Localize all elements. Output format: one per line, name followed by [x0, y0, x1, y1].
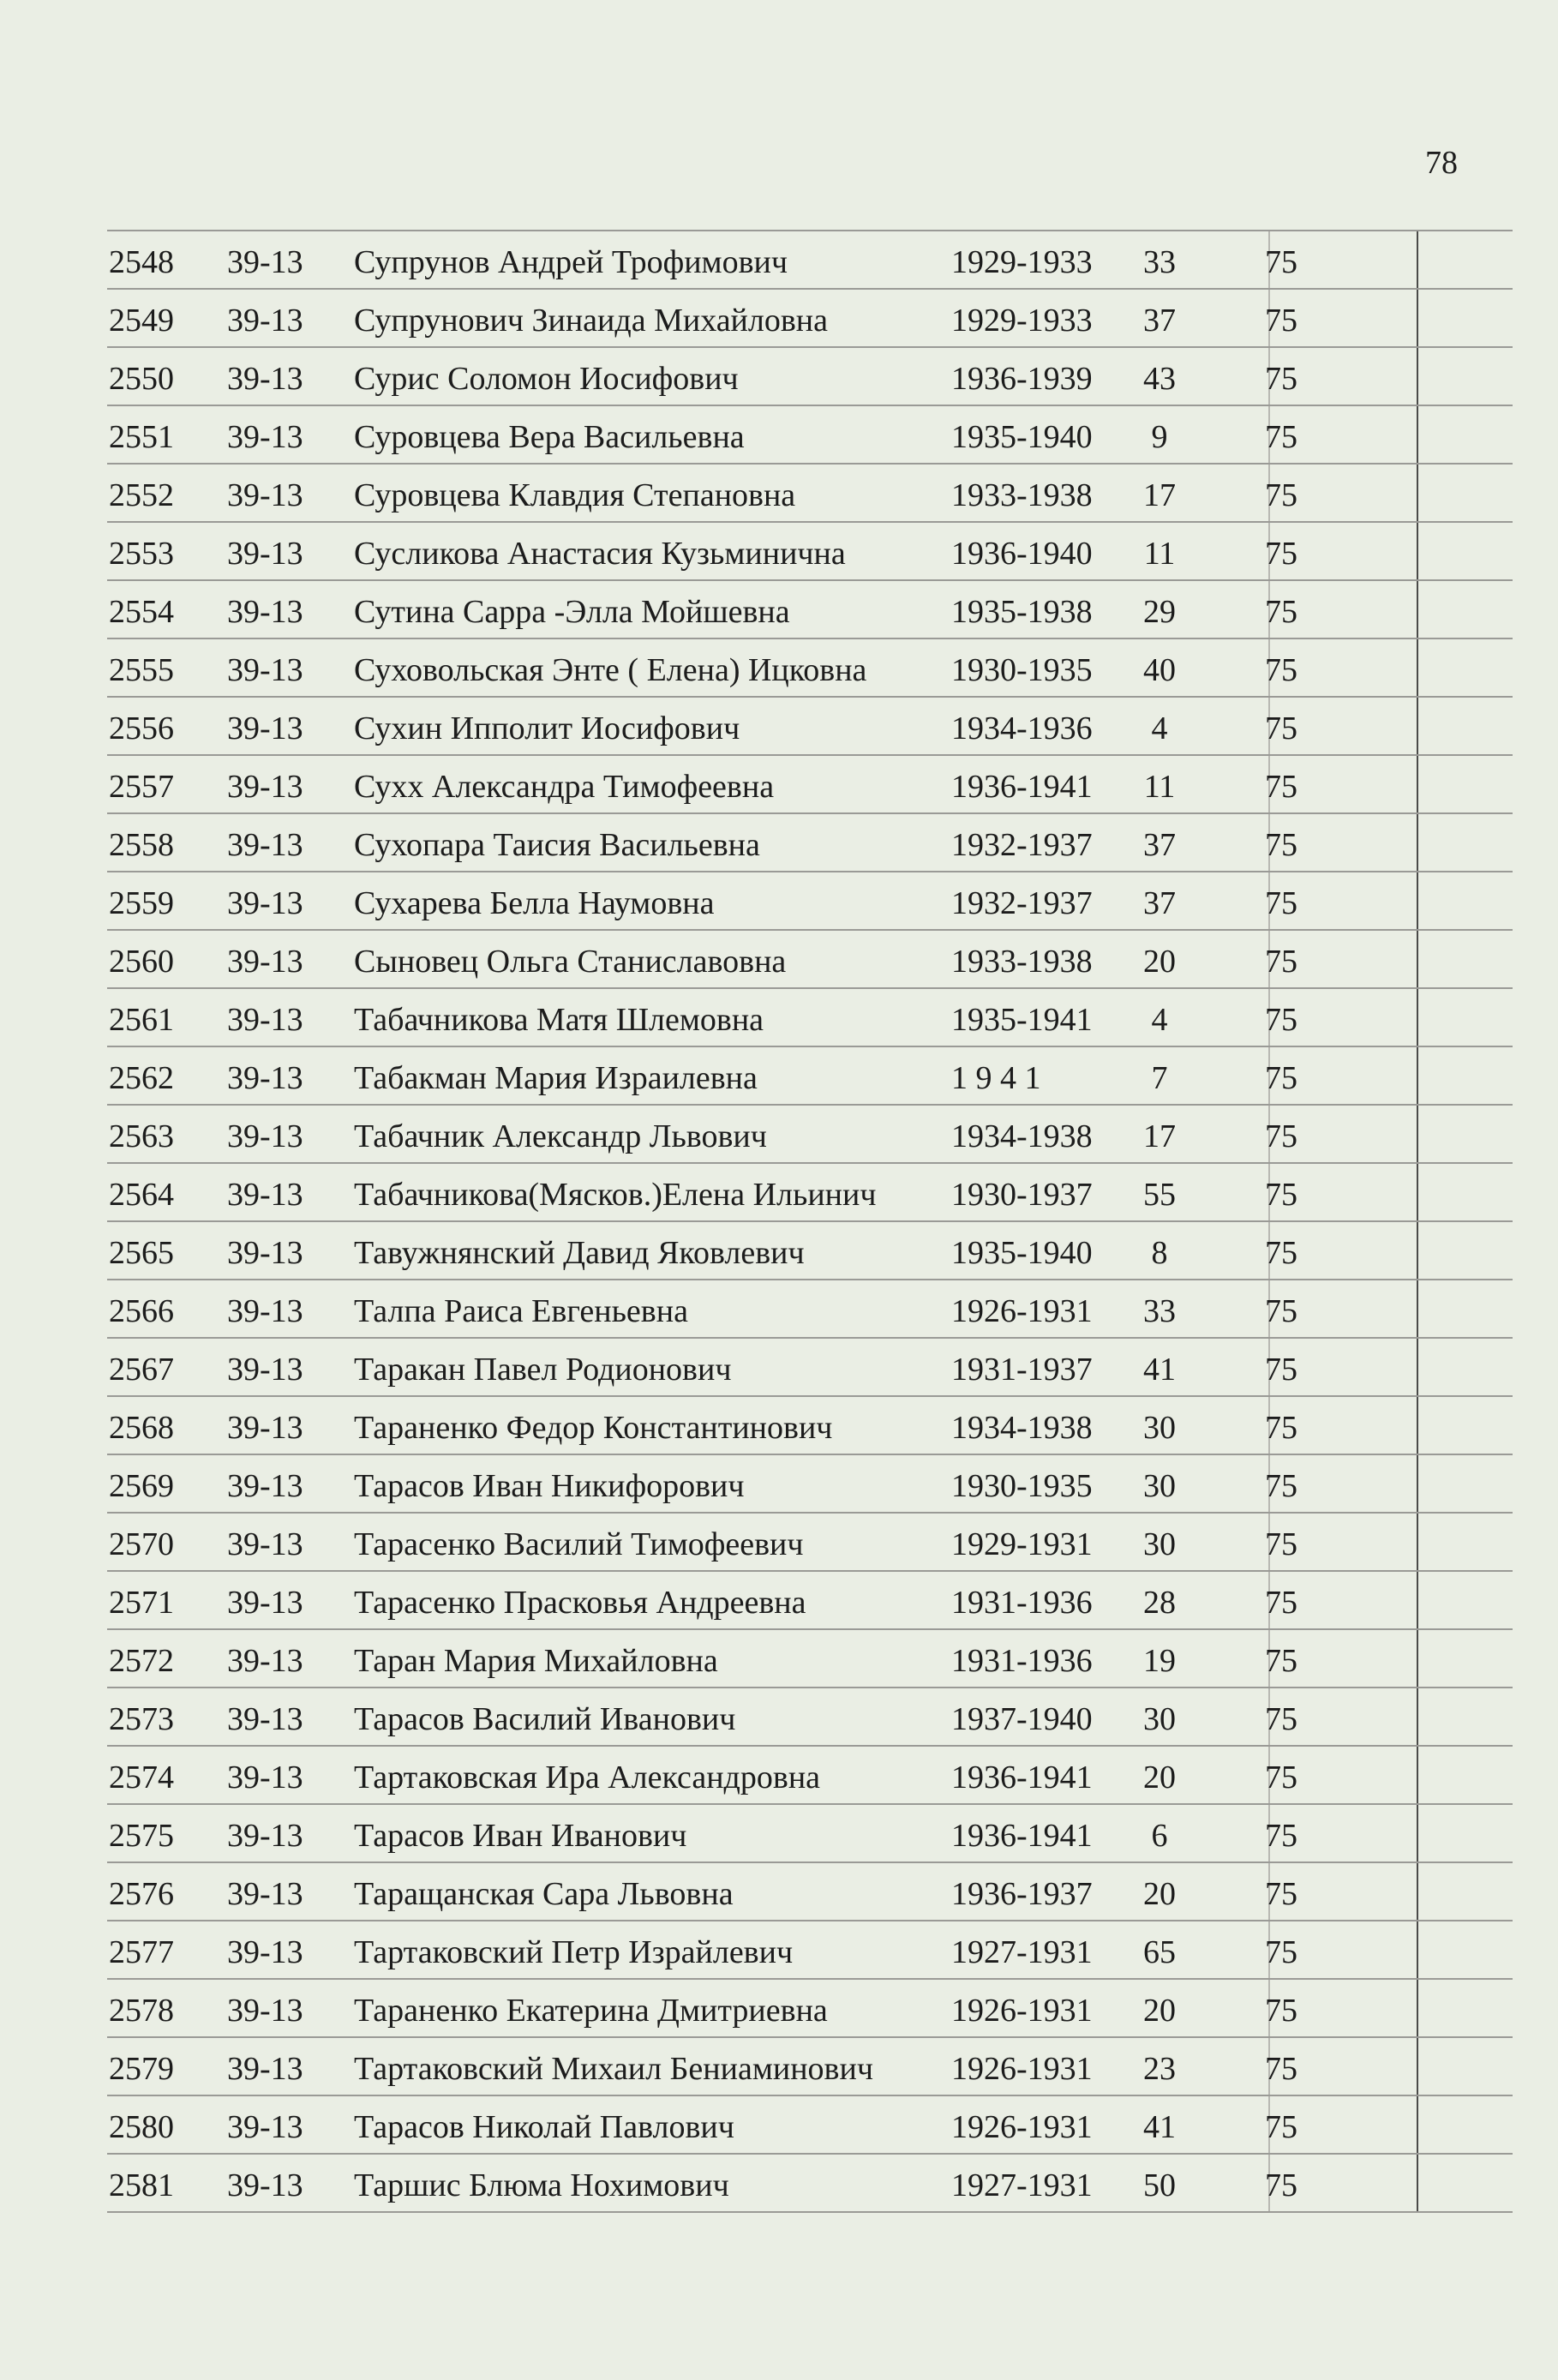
- record-code: 39-13: [227, 361, 303, 397]
- record-count: 19: [1143, 1643, 1176, 1679]
- record-name: Сурис Соломон Иосифович: [354, 361, 739, 397]
- record-number: 2565: [109, 1235, 174, 1271]
- record-number: 2570: [109, 1526, 174, 1562]
- record-name: Тартаковский Михаил Бениаминович: [354, 2051, 873, 2087]
- record-years: 1926-1931: [951, 2051, 1093, 2087]
- record-value: 75: [1265, 2167, 1297, 2203]
- record-count: 41: [1143, 2109, 1176, 2145]
- record-value: 75: [1265, 1585, 1297, 1621]
- record-count: 20: [1143, 1876, 1176, 1912]
- record-years: 1930-1937: [951, 1177, 1093, 1213]
- record-number: 2576: [109, 1876, 174, 1912]
- record-code: 39-13: [227, 1468, 303, 1504]
- record-code: 39-13: [227, 477, 303, 513]
- record-number: 2563: [109, 1118, 174, 1154]
- record-years: 1935-1940: [951, 419, 1093, 455]
- record-years: 1934-1936: [951, 710, 1093, 746]
- record-name: Тараненко Екатерина Дмитриевна: [354, 1993, 828, 2029]
- record-value: 75: [1265, 419, 1297, 455]
- record-value: 75: [1265, 594, 1297, 630]
- record-name: Таршис Блюма Нохимович: [354, 2167, 729, 2203]
- record-count: 33: [1143, 1293, 1176, 1329]
- record-count: 41: [1143, 1352, 1176, 1388]
- record-code: 39-13: [227, 1002, 303, 1038]
- table-row: [107, 1688, 1513, 1747]
- record-number: 2571: [109, 1585, 174, 1621]
- record-code: 39-13: [227, 536, 303, 572]
- record-count: 20: [1143, 1993, 1176, 2029]
- record-value: 75: [1265, 1410, 1297, 1446]
- record-code: 39-13: [227, 1352, 303, 1388]
- record-count: 7: [1151, 1060, 1168, 1096]
- record-code: 39-13: [227, 244, 303, 280]
- record-number: 2572: [109, 1643, 174, 1679]
- table-row: [107, 1980, 1513, 2038]
- record-value: 75: [1265, 1526, 1297, 1562]
- record-code: 39-13: [227, 303, 303, 339]
- record-number: 2562: [109, 1060, 174, 1096]
- record-code: 39-13: [227, 1701, 303, 1737]
- record-name: Сухопара Таисия Васильевна: [354, 827, 760, 863]
- table-row: [107, 1280, 1513, 1339]
- record-name: Табакман Мария Израилевна: [354, 1060, 758, 1096]
- record-code: 39-13: [227, 419, 303, 455]
- record-years: 1926-1931: [951, 2109, 1093, 2145]
- table-row: [107, 1863, 1513, 1921]
- record-years: 1932-1937: [951, 885, 1093, 921]
- record-name: Тараненко Федор Константинович: [354, 1410, 833, 1446]
- record-years: 1937-1940: [951, 1701, 1093, 1737]
- record-value: 75: [1265, 1060, 1297, 1096]
- record-code: 39-13: [227, 1177, 303, 1213]
- record-name: Сухарева Белла Наумовна: [354, 885, 715, 921]
- table-row: [107, 1572, 1513, 1630]
- record-number: 2558: [109, 827, 174, 863]
- table-row: [107, 523, 1513, 581]
- record-name: Суровцева Клавдия Степановна: [354, 477, 796, 513]
- table-row: [107, 1047, 1513, 1106]
- record-number: 2560: [109, 944, 174, 980]
- record-code: 39-13: [227, 1934, 303, 1970]
- record-count: 43: [1143, 361, 1176, 397]
- table-row: [107, 290, 1513, 348]
- record-code: 39-13: [227, 1643, 303, 1679]
- table-row: [107, 2155, 1513, 2213]
- record-number: 2554: [109, 594, 174, 630]
- record-name: Суховольская Энте ( Елена) Ицковна: [354, 652, 867, 688]
- record-value: 75: [1265, 944, 1297, 980]
- table-row: [107, 639, 1513, 698]
- record-value: 75: [1265, 1118, 1297, 1154]
- record-number: 2564: [109, 1177, 174, 1213]
- record-number: 2580: [109, 2109, 174, 2145]
- table-row: [107, 1339, 1513, 1397]
- table-row: [107, 1921, 1513, 1980]
- record-name: Талпа Раиса Евгеньевна: [354, 1293, 688, 1329]
- record-name: Табачникова(Мясков.)Елена Ильинич: [354, 1177, 877, 1213]
- record-value: 75: [1265, 2109, 1297, 2145]
- record-years: 1930-1935: [951, 652, 1093, 688]
- record-value: 75: [1265, 361, 1297, 397]
- record-years: 1929-1933: [951, 303, 1093, 339]
- record-count: 11: [1143, 769, 1176, 805]
- record-count: 20: [1143, 1760, 1176, 1795]
- record-number: 2557: [109, 769, 174, 805]
- record-name: Таращанская Сара Львовна: [354, 1876, 734, 1912]
- record-count: 9: [1151, 419, 1168, 455]
- record-code: 39-13: [227, 769, 303, 805]
- table-row: [107, 989, 1513, 1047]
- record-count: 4: [1151, 710, 1168, 746]
- record-code: 39-13: [227, 885, 303, 921]
- record-name: Сухх Александра Тимофеевна: [354, 769, 775, 805]
- record-value: 75: [1265, 1934, 1297, 1970]
- record-value: 75: [1265, 477, 1297, 513]
- record-name: Сыновец Ольга Станиславовна: [354, 944, 787, 980]
- records-table: [107, 230, 1513, 2213]
- record-number: 2559: [109, 885, 174, 921]
- record-name: Тарасенко Василий Тимофеевич: [354, 1526, 804, 1562]
- record-count: 17: [1143, 1118, 1176, 1154]
- record-code: 39-13: [227, 2051, 303, 2087]
- record-years: 1 9 4 1: [951, 1060, 1041, 1096]
- table-row: [107, 348, 1513, 406]
- record-count: 28: [1143, 1585, 1176, 1621]
- record-years: 1933-1938: [951, 944, 1093, 980]
- record-value: 75: [1265, 885, 1297, 921]
- record-number: 2568: [109, 1410, 174, 1446]
- table-row: [107, 581, 1513, 639]
- record-value: 75: [1265, 1701, 1297, 1737]
- record-count: 30: [1143, 1410, 1176, 1446]
- record-years: 1926-1931: [951, 1993, 1093, 2029]
- table-row: [107, 465, 1513, 523]
- table-row: [107, 231, 1513, 290]
- table-row: [107, 1164, 1513, 1222]
- record-name: Сухин Ипполит Иосифович: [354, 710, 740, 746]
- record-code: 39-13: [227, 827, 303, 863]
- record-name: Таран Мария Михайловна: [354, 1643, 718, 1679]
- table-row: [107, 931, 1513, 989]
- record-value: 75: [1265, 1002, 1297, 1038]
- record-number: 2581: [109, 2167, 174, 2203]
- record-number: 2556: [109, 710, 174, 746]
- table-row: [107, 406, 1513, 465]
- record-years: 1927-1931: [951, 2167, 1093, 2203]
- table-row: [107, 756, 1513, 814]
- record-count: 30: [1143, 1468, 1176, 1504]
- record-code: 39-13: [227, 1118, 303, 1154]
- record-number: 2577: [109, 1934, 174, 1970]
- table-row: [107, 1222, 1513, 1280]
- record-value: 75: [1265, 710, 1297, 746]
- page-number: 78: [1425, 145, 1458, 181]
- record-number: 2550: [109, 361, 174, 397]
- record-code: 39-13: [227, 1993, 303, 2029]
- record-value: 75: [1265, 1876, 1297, 1912]
- record-years: 1936-1941: [951, 1818, 1093, 1854]
- record-years: 1932-1937: [951, 827, 1093, 863]
- record-number: 2555: [109, 652, 174, 688]
- record-code: 39-13: [227, 1526, 303, 1562]
- record-number: 2575: [109, 1818, 174, 1854]
- record-count: 4: [1151, 1002, 1168, 1038]
- record-value: 75: [1265, 1235, 1297, 1271]
- record-number: 2553: [109, 536, 174, 572]
- record-code: 39-13: [227, 2109, 303, 2145]
- table-row: [107, 2038, 1513, 2096]
- record-years: 1927-1931: [951, 1934, 1093, 1970]
- record-number: 2579: [109, 2051, 174, 2087]
- record-count: 55: [1143, 1177, 1176, 1213]
- record-name: Тарасов Иван Никифорович: [354, 1468, 745, 1504]
- record-number: 2552: [109, 477, 174, 513]
- record-number: 2548: [109, 244, 174, 280]
- table-row: [107, 2096, 1513, 2155]
- record-name: Табачник Александр Львович: [354, 1118, 767, 1154]
- record-number: 2578: [109, 1993, 174, 2029]
- record-value: 75: [1265, 1993, 1297, 2029]
- record-value: 75: [1265, 652, 1297, 688]
- record-name: Суровцева Вера Васильевна: [354, 419, 745, 455]
- record-name: Табачникова Матя Шлемовна: [354, 1002, 764, 1038]
- table-row: [107, 1805, 1513, 1863]
- record-count: 29: [1143, 594, 1176, 630]
- table-row: [107, 1630, 1513, 1688]
- record-number: 2549: [109, 303, 174, 339]
- record-code: 39-13: [227, 594, 303, 630]
- record-value: 75: [1265, 827, 1297, 863]
- record-count: 40: [1143, 652, 1176, 688]
- record-name: Таракан Павел Родионович: [354, 1352, 732, 1388]
- record-code: 39-13: [227, 1235, 303, 1271]
- record-number: 2574: [109, 1760, 174, 1795]
- record-number: 2561: [109, 1002, 174, 1038]
- record-name: Тартаковский Петр Израйлевич: [354, 1934, 794, 1970]
- record-code: 39-13: [227, 944, 303, 980]
- record-count: 8: [1151, 1235, 1168, 1271]
- record-count: 30: [1143, 1526, 1176, 1562]
- record-count: 20: [1143, 944, 1176, 980]
- record-number: 2573: [109, 1701, 174, 1737]
- record-count: 30: [1143, 1701, 1176, 1737]
- record-value: 75: [1265, 303, 1297, 339]
- table-row: [107, 698, 1513, 756]
- record-name: Тарасов Василий Иванович: [354, 1701, 736, 1737]
- record-number: 2567: [109, 1352, 174, 1388]
- record-years: 1936-1939: [951, 361, 1093, 397]
- record-years: 1931-1937: [951, 1352, 1093, 1388]
- record-value: 75: [1265, 536, 1297, 572]
- record-code: 39-13: [227, 1760, 303, 1795]
- record-count: 65: [1143, 1934, 1176, 1970]
- record-count: 33: [1143, 244, 1176, 280]
- record-years: 1931-1936: [951, 1643, 1093, 1679]
- record-name: Тарасенко Прасковья Андреевна: [354, 1585, 806, 1621]
- table-row: [107, 1514, 1513, 1572]
- record-code: 39-13: [227, 1876, 303, 1912]
- record-name: Супрунов Андрей Трофимович: [354, 244, 788, 280]
- record-count: 6: [1151, 1818, 1168, 1854]
- record-years: 1936-1937: [951, 1876, 1093, 1912]
- table-row: [107, 872, 1513, 931]
- table-row: [107, 1397, 1513, 1455]
- record-years: 1934-1938: [951, 1410, 1093, 1446]
- record-name: Тарасов Иван Иванович: [354, 1818, 687, 1854]
- record-years: 1935-1938: [951, 594, 1093, 630]
- record-years: 1935-1941: [951, 1002, 1093, 1038]
- record-code: 39-13: [227, 1818, 303, 1854]
- record-value: 75: [1265, 1352, 1297, 1388]
- record-years: 1926-1931: [951, 1293, 1093, 1329]
- record-code: 39-13: [227, 1585, 303, 1621]
- record-value: 75: [1265, 2051, 1297, 2087]
- record-value: 75: [1265, 1468, 1297, 1504]
- record-years: 1929-1931: [951, 1526, 1093, 1562]
- record-count: 37: [1143, 827, 1176, 863]
- record-years: 1936-1941: [951, 769, 1093, 805]
- record-value: 75: [1265, 1177, 1297, 1213]
- record-value: 75: [1265, 1643, 1297, 1679]
- record-name: Тартаковская Ира Александровна: [354, 1760, 821, 1795]
- record-value: 75: [1265, 1760, 1297, 1795]
- record-name: Тарасов Николай Павлович: [354, 2109, 734, 2145]
- record-count: 17: [1143, 477, 1176, 513]
- record-value: 75: [1265, 1818, 1297, 1854]
- record-years: 1930-1935: [951, 1468, 1093, 1504]
- table-row: [107, 1455, 1513, 1514]
- record-code: 39-13: [227, 710, 303, 746]
- record-name: Супрунович Зинаида Михайловна: [354, 303, 829, 339]
- record-years: 1934-1938: [951, 1118, 1093, 1154]
- record-count: 37: [1143, 303, 1176, 339]
- record-value: 75: [1265, 769, 1297, 805]
- record-years: 1935-1940: [951, 1235, 1093, 1271]
- record-count: 23: [1143, 2051, 1176, 2087]
- record-name: Тавужнянский Давид Яковлевич: [354, 1235, 805, 1271]
- record-code: 39-13: [227, 1410, 303, 1446]
- record-code: 39-13: [227, 652, 303, 688]
- record-number: 2569: [109, 1468, 174, 1504]
- record-code: 39-13: [227, 1060, 303, 1096]
- table-row: [107, 1747, 1513, 1805]
- record-value: 75: [1265, 1293, 1297, 1329]
- record-years: 1933-1938: [951, 477, 1093, 513]
- table-row: [107, 1106, 1513, 1164]
- record-name: Сусликова Анастасия Кузьминична: [354, 536, 846, 572]
- record-value: 75: [1265, 244, 1297, 280]
- record-code: 39-13: [227, 2167, 303, 2203]
- record-name: Сутина Сарра -Элла Мойшевна: [354, 594, 790, 630]
- record-years: 1931-1936: [951, 1585, 1093, 1621]
- record-code: 39-13: [227, 1293, 303, 1329]
- record-number: 2551: [109, 419, 174, 455]
- record-years: 1936-1941: [951, 1760, 1093, 1795]
- record-count: 50: [1143, 2167, 1176, 2203]
- table-row: [107, 814, 1513, 872]
- record-number: 2566: [109, 1293, 174, 1329]
- record-years: 1929-1933: [951, 244, 1093, 280]
- record-count: 11: [1143, 536, 1176, 572]
- record-years: 1936-1940: [951, 536, 1093, 572]
- record-count: 37: [1143, 885, 1176, 921]
